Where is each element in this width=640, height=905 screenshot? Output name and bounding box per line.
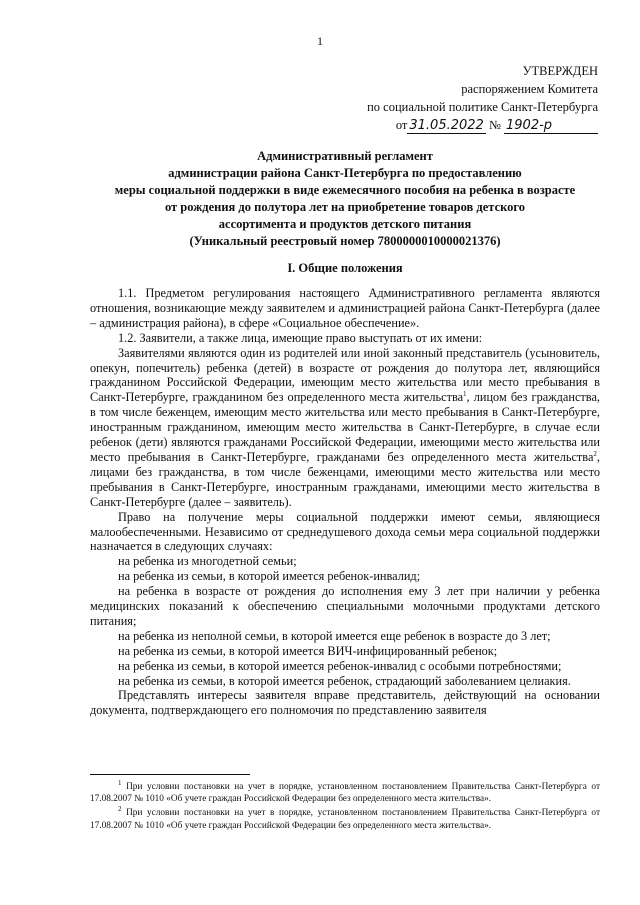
- handwritten-date: 31.05.2022: [409, 118, 484, 133]
- paragraph: Представлять интересы заявителя вправе представитель, действующий на основании документа, подтверждающего его полномочия по представлению заявителя: [90, 688, 600, 718]
- list-item: на ребенка из семьи, в которой имеется ребенок-инвалид с особыми потребностями;: [118, 658, 562, 673]
- title-line: ассортимента и продуктов детского питания: [218, 217, 472, 231]
- title-line: администрации района Санкт-Петербурга по предоставлению: [168, 166, 522, 180]
- list-item: на ребенка из многодетной семьи;: [118, 554, 297, 569]
- title-line: меры социальной поддержки в виде ежемесячного пособия на ребенка в возрасте: [114, 183, 576, 197]
- approval-title: УТВЕРЖДЕН: [522, 64, 598, 78]
- footnote-ref: 1: [463, 390, 467, 399]
- paragraph: 1.1. Предметом регулирования настоящего Административного регламента являются отношения, возникающие между заявителем и администрацией района Санкт-Петербурга (далее – администрация района), в сфере «Социальное обеспечение».: [90, 286, 600, 330]
- list-item: на ребенка из неполной семьи, в которой имеется еще ребенок в возрасте до 3 лет;: [118, 628, 551, 643]
- page-number: 1: [317, 34, 323, 48]
- approval-date-line: [318, 116, 598, 134]
- footnote: [90, 807, 600, 831]
- list-item: на ребенка из семьи, в которой имеется ВИЧ-инфицированный ребенок;: [118, 643, 498, 658]
- list-item: на ребенка из семьи, в которой имеется ребенок-инвалид;: [118, 569, 421, 584]
- document-body: [90, 286, 600, 718]
- paragraph: [90, 346, 600, 510]
- paragraph-part: , лицом без гражданства, в том числе беженцем, имеющим место жительства или место пребывания в Санкт-Петербурге, иностранным гражданином, имеющим место жительства в Санкт-Петербурге, в случае если ребенок (дети) являются гражданами Российской Федерации, имеющими место жительства или место пребывания в Санкт-Петербурге, гражданами без определенного места жительства: [90, 390, 600, 464]
- paragraph: Право на получение меры социальной поддержки имеют семьи, являющиеся малообеспеченными. Независимо от среднедушевого дохода семьи мера социальной поддержки назначается в следующих случаях:: [90, 509, 600, 554]
- paragraph-part: , лицами без гражданства, в том числе беженцами, имеющими место жительства или место пребывания в Санкт-Петербурге, иностранным гражданами, имеющими место жительства в Санкт-Петербурге (далее – заявитель).: [90, 449, 600, 509]
- footnote: [90, 778, 601, 805]
- list-item: на ребенка из семьи, в которой имеется ребенок, страдающий заболеванием целиакия.: [118, 673, 571, 688]
- list-item: на ребенка в возрасте от рождения до исполнения ему 3 лет при наличии у ребенка медицинских показаний к обеспечению специальными молочными продуктами детского питания;: [90, 584, 600, 628]
- footnotes: [90, 778, 601, 834]
- paragraph: 1.2. Заявители, а также лица, имеющие право выступать от их имени:: [118, 330, 483, 345]
- footnote-text: При условии постановки на учет в порядке, установленном постановлением Правительства Санкт-Петербурга от 17.08.2007 № 1010 «Об учете граждан Российской Федерации без определенного места жительства».: [90, 782, 601, 805]
- document-title: [90, 148, 600, 250]
- number-sign: №: [488, 118, 501, 132]
- approval-block: [318, 62, 598, 134]
- handwritten-number: 1902-р: [504, 118, 598, 134]
- paragraph-part: Заявителями являются один из родителей или иной законный представитель (усыновитель, опекун, попечитель) ребенка (детей) в возрасте от рождения до полутора лет, являющийся гражданином Российской Федерации, имеющим место жительства или место пребывания в Санкт-Петербурге, гражданином без определенного места жительства: [90, 345, 600, 405]
- approval-committee: по социальной политике Санкт-Петербурга: [367, 100, 598, 114]
- date-prefix: от: [395, 118, 408, 132]
- footnote-ref: 2: [593, 449, 597, 458]
- footnote-mark: 2: [118, 805, 122, 814]
- section-heading: I. Общие положения: [287, 261, 403, 275]
- footnote-divider: [90, 774, 250, 775]
- footnote-text: При условии постановки на учет в порядке, установленном постановлением Правительства Санкт-Петербурга от 17.08.2007 № 1010 «Об учете граждан Российской Федерации без определенного места жительства».: [90, 808, 601, 831]
- title-line: от рождения до полутора лет на приобретение товаров детского: [164, 200, 526, 214]
- title-line: Административный регламент: [257, 149, 433, 163]
- approval-issuer: распоряжением Комитета: [461, 82, 598, 96]
- footnote-mark: 1: [118, 778, 122, 787]
- title-registry-number: (Уникальный реестровый номер 7800000010000021376): [189, 234, 501, 248]
